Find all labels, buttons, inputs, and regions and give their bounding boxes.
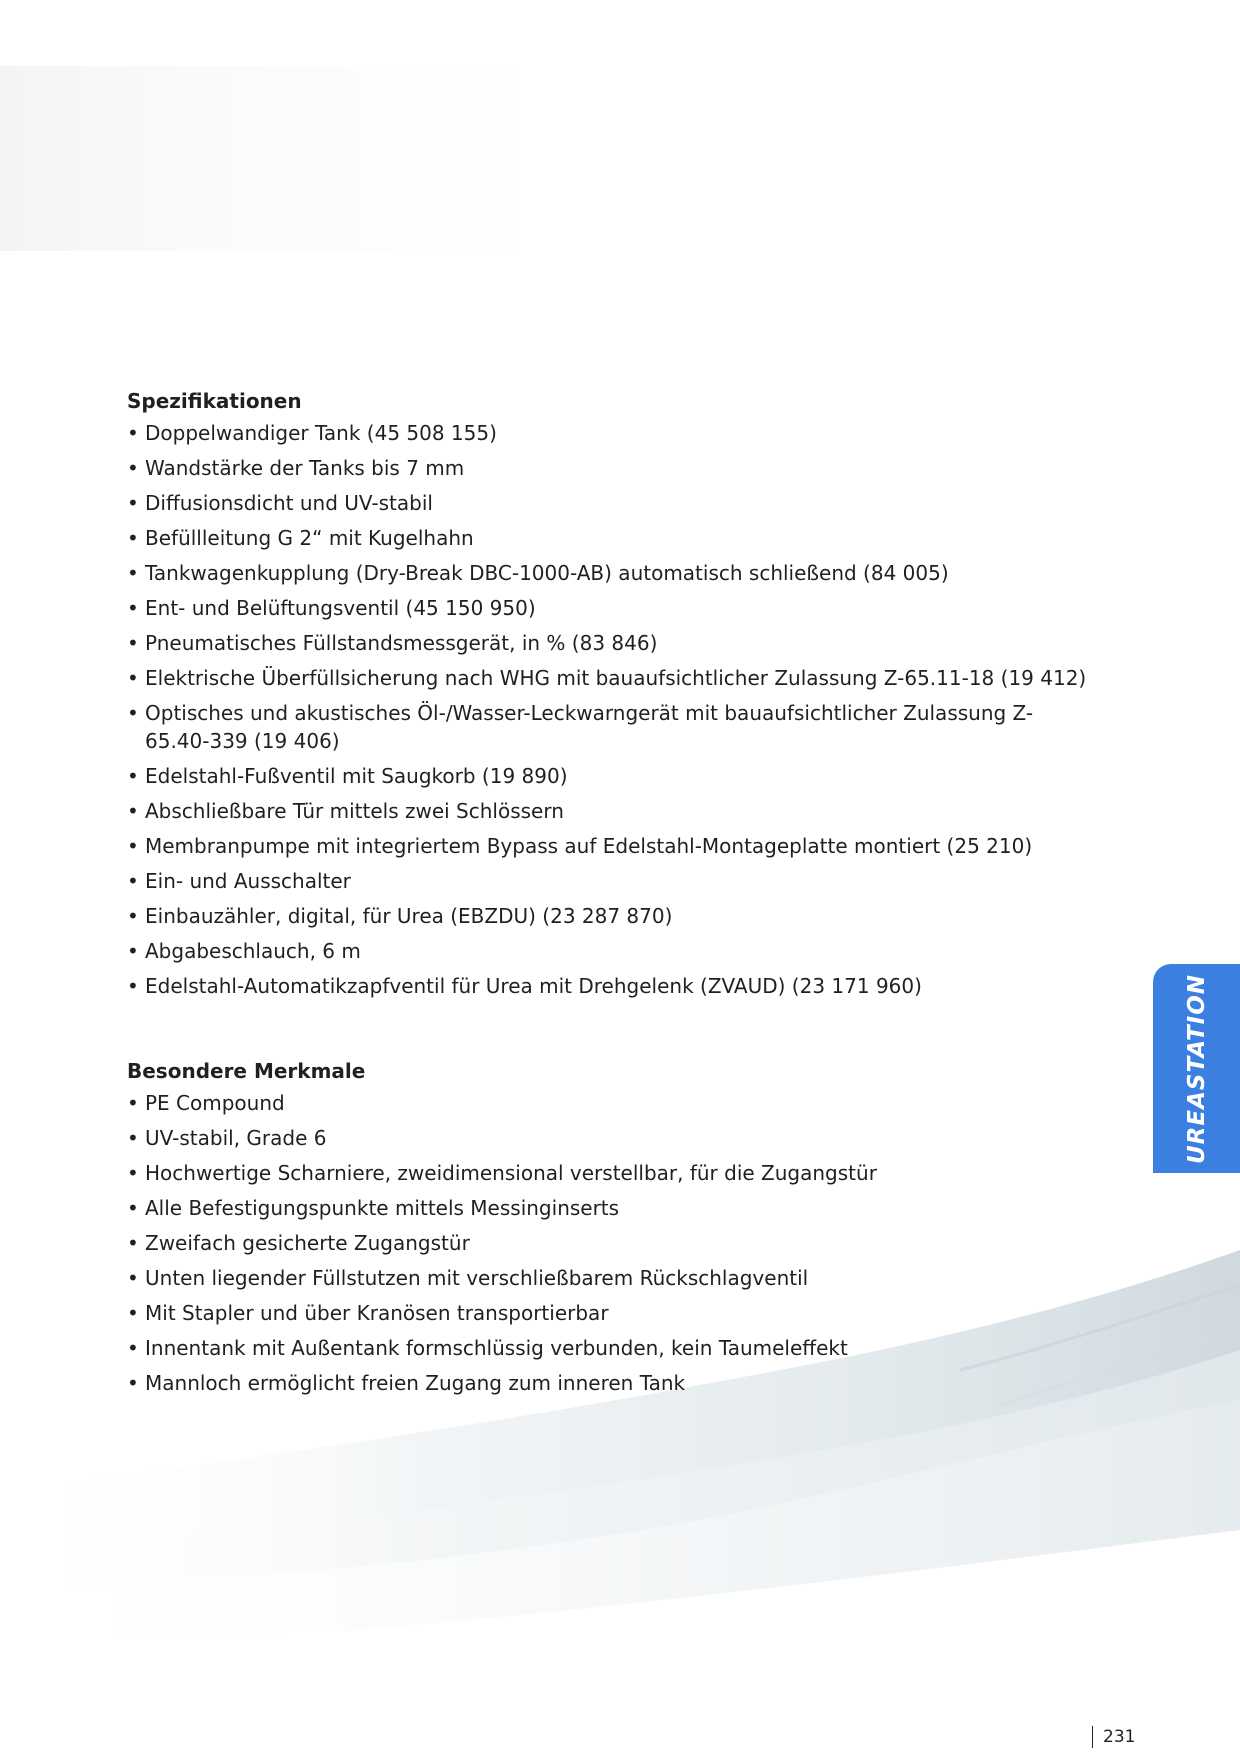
list-item-text: Abschließbare Tür mittels zwei Schlössern: [145, 799, 564, 823]
list-item: [127, 664, 1087, 692]
list-item-text: Ein- und Ausschalter: [145, 869, 351, 893]
bullet-icon: •: [127, 1336, 139, 1360]
list-item: [127, 797, 1087, 825]
bullet-icon: •: [127, 526, 139, 550]
list-item: [127, 629, 1087, 657]
bullet-icon: •: [127, 421, 139, 445]
list-item: [127, 867, 1087, 895]
list-item-text: Wandstärke der Tanks bis 7 mm: [145, 456, 465, 480]
bullet-icon: •: [127, 904, 139, 928]
list-item: [127, 1124, 1087, 1152]
list-item-text: Tankwagenkupplung (Dry-Break DBC-1000-AB) automatisch schließend (84 005): [145, 561, 949, 585]
bullet-icon: •: [127, 974, 139, 998]
list-item-text: Diffusionsdicht und UV-stabil: [145, 491, 433, 515]
list-item-text: Ent- und Belüftungsventil (45 150 950): [145, 596, 536, 620]
bullet-icon: •: [127, 666, 139, 690]
features-list: [127, 1089, 1087, 1397]
list-item-text: Edelstahl-Fußventil mit Saugkorb (19 890): [145, 764, 568, 788]
list-item-text: Hochwertige Scharniere, zweidimensional verstellbar, für die Zugangstür: [145, 1161, 877, 1185]
list-item: [127, 1229, 1087, 1257]
list-item-text: Doppelwandiger Tank (45 508 155): [145, 421, 497, 445]
list-item: [127, 1369, 1087, 1397]
list-item-text: Pneumatisches Füllstandsmessgerät, in % (83 846): [145, 631, 658, 655]
bullet-icon: •: [127, 456, 139, 480]
list-item: [127, 972, 1087, 1000]
list-item-text: Mannloch ermöglicht freien Zugang zum inneren Tank: [145, 1371, 686, 1395]
list-item-text: Innentank mit Außentank formschlüssig verbunden, kein Taumeleffekt: [145, 1336, 848, 1360]
list-item: [127, 489, 1087, 517]
list-item: [127, 1194, 1087, 1222]
bullet-icon: •: [127, 561, 139, 585]
bullet-icon: •: [127, 596, 139, 620]
header-background-fade: [0, 66, 545, 251]
list-item-text: PE Compound: [145, 1091, 285, 1115]
list-item: [127, 902, 1087, 930]
list-item: [127, 419, 1087, 447]
list-item-text: Zweifach gesicherte Zugangstür: [145, 1231, 470, 1255]
bullet-icon: •: [127, 1371, 139, 1395]
list-item: [127, 559, 1087, 587]
page-number: 231: [1092, 1726, 1135, 1748]
bullet-icon: •: [127, 1301, 139, 1325]
list-item: [127, 454, 1087, 482]
bullet-icon: •: [127, 869, 139, 893]
main-content: [127, 383, 1087, 1404]
bullet-icon: •: [127, 1266, 139, 1290]
list-item-text: Edelstahl-Automatikzapfventil für Urea mit Drehgelenk (ZVAUD) (23 171 960): [145, 974, 922, 998]
list-item: [127, 937, 1087, 965]
bullet-icon: •: [127, 1091, 139, 1115]
list-item-text: UV-stabil, Grade 6: [145, 1126, 327, 1150]
list-item-text: Einbauzähler, digital, für Urea (EBZDU) (23 287 870): [145, 904, 673, 928]
bullet-icon: •: [127, 701, 139, 725]
list-item-text: Unten liegender Füllstutzen mit verschließbarem Rückschlagventil: [145, 1266, 809, 1290]
list-item: [127, 1089, 1087, 1117]
bullet-icon: •: [127, 799, 139, 823]
list-item: [127, 524, 1087, 552]
bullet-icon: •: [127, 1161, 139, 1185]
list-item: [127, 832, 1087, 860]
list-item-text: Alle Befestigungspunkte mittels Messinginserts: [145, 1196, 620, 1220]
bullet-icon: •: [127, 1196, 139, 1220]
bullet-icon: •: [127, 834, 139, 858]
list-item: [127, 762, 1087, 790]
features-heading: Besondere Merkmale: [127, 1059, 366, 1083]
specifications-heading: Spezifikationen: [127, 389, 302, 413]
list-item: [127, 699, 1087, 755]
list-item-text: Elektrische Überfüllsicherung nach WHG mit bauaufsichtlicher Zulassung Z-65.11-18 (19 412): [145, 666, 1087, 690]
bullet-icon: •: [127, 491, 139, 515]
list-item-text: Membranpumpe mit integriertem Bypass auf Edelstahl-Montageplatte montiert (25 210): [145, 834, 1033, 858]
bullet-icon: •: [127, 1231, 139, 1255]
section-side-tab: [1153, 964, 1240, 1173]
specifications-list: [127, 419, 1087, 1000]
list-item-text: Optisches und akustisches Öl-/Wasser-Leckwarngerät mit bauaufsichtlicher Zulassung Z-65.40-339 (19 406): [145, 701, 1034, 753]
list-item-text: Abgabeschlauch, 6 m: [145, 939, 361, 963]
bullet-icon: •: [127, 1126, 139, 1150]
list-item: [127, 1299, 1087, 1327]
bullet-icon: •: [127, 939, 139, 963]
list-item-text: Befüllleitung G 2“ mit Kugelhahn: [145, 526, 474, 550]
list-item: [127, 1264, 1087, 1292]
list-item-text: Mit Stapler und über Kranösen transportierbar: [145, 1301, 609, 1325]
bullet-icon: •: [127, 764, 139, 788]
list-item: [127, 1334, 1087, 1362]
bullet-icon: •: [127, 631, 139, 655]
list-item: [127, 594, 1087, 622]
section-side-tab-label: UREASTATION: [1183, 973, 1210, 1164]
list-item: [127, 1159, 1087, 1187]
